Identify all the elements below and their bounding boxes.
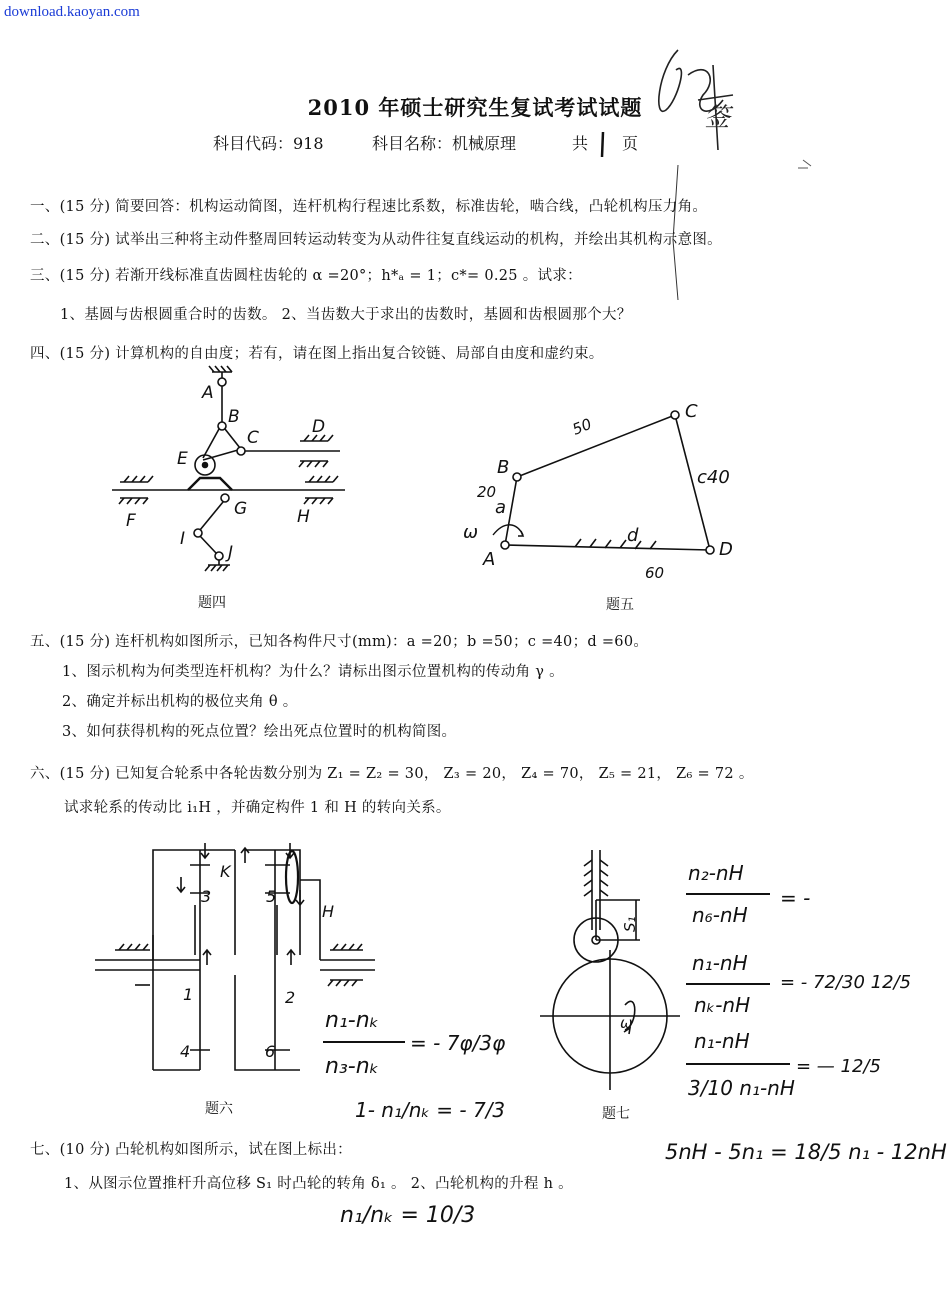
pages-label-b: 页 [622, 134, 639, 153]
question-5-1: 1、图示机构为何类型连杆机构？为什么？请标出图示位置机构的传动角 γ 。 [62, 664, 564, 680]
caption-fig4: 题四 [198, 595, 226, 611]
fig4-label-h: H [297, 507, 310, 527]
hw7-eq3-den: 3/10 n₁-nH [688, 1076, 795, 1100]
question-5-3: 3、如何获得机构的死点位置？绘出死点位置时的机构简图。 [62, 724, 457, 740]
fig5-val-b: 50 [569, 414, 595, 439]
question-6-sub: 试求轮系的传动比 i₁H ，并确定构件 1 和 H 的转向关系。 [64, 800, 451, 816]
hw6-eq2: 1- n₁/nₖ = - 7/3 [355, 1098, 506, 1122]
figure-5-linkage [455, 395, 755, 590]
fig4-label-b: B [228, 407, 240, 427]
fig5-len-d: d [627, 525, 639, 546]
fig5-omega: ω [463, 522, 479, 543]
fig5-val-d: 60 [645, 564, 665, 582]
figure-4-mechanism [100, 360, 360, 580]
fig4-label-j: J [228, 543, 234, 563]
fig4-label-f: F [126, 511, 136, 531]
hw7-eq1-den: n₆-nH [692, 903, 748, 927]
fig5-label-a: A [483, 549, 496, 570]
question-2: 二、(15 分) 试举出三种将主动件整周回转运动转变为从动件往复直线运动的机构，并绘出其机构示意图。 [30, 232, 722, 248]
fig6-label-k: K [220, 862, 231, 881]
fig5-label-c: C [685, 401, 698, 422]
fig6-label-h: H [322, 902, 335, 921]
subject-name: 科目名称：机械原理 [372, 134, 517, 153]
fig6-label-5: 5 [266, 887, 277, 906]
handwriting-fig7 [680, 850, 910, 1110]
fig6-label-4: 4 [180, 1042, 191, 1061]
fig4-label-d: D [312, 417, 326, 437]
hw7-eq2-rhs: = - 72/30 12/5 [780, 972, 912, 993]
signature-glyph: 签 [704, 103, 731, 133]
fig4-label-e: E [177, 449, 188, 469]
caption-fig7: 题七 [602, 1106, 630, 1122]
figure-7-cam [540, 840, 690, 1095]
question-7-sub: 1、从图示位置推杆升高位移 S₁ 时凸轮的转角 δ₁ 。 2、凸轮机构的升程 h 。 [64, 1176, 573, 1192]
fig6-label-1: 1 [183, 985, 194, 1004]
fig5-label-d: D [719, 539, 733, 560]
hw7-eq1-rhs: = - [780, 886, 811, 910]
fig6-label-3: 3 [201, 887, 212, 906]
question-4: 四、(15 分) 计算机构的自由度；若有，请在图上指出复合铰链、局部自由度和虚约束。 [30, 346, 604, 362]
question-3-sub: 1、基圆与齿根圆重合时的齿数。 2、当齿数大于求出的齿数时，基圆和齿根圆那个大？ [60, 307, 632, 323]
hw7-eq2-num: n₁-nH [692, 951, 748, 975]
page-count-mark [598, 130, 608, 160]
fig5-val-a: 20 [477, 483, 497, 501]
question-7: 七、(10 分) 凸轮机构如图所示，试在图上标出： [30, 1142, 352, 1158]
fig5-val-c: c40 [697, 467, 730, 488]
caption-fig5: 题五 [606, 597, 634, 613]
fig7-label-s1: S₁ [621, 916, 639, 932]
handwriting-eq-fig7-final: 5nH - 5n₁ = 18/5 n₁ - 12nH [665, 1140, 947, 1164]
question-6: 六、(15 分) 已知复合轮系中各轮齿数分别为 Z₁ = Z₂ = 30， Z₃ = 20， Z₄ = 70， Z₅ = 21， Z₆ = 72 。 [30, 766, 754, 782]
hw6-eq1-rhs: = - 7φ/3φ [410, 1031, 506, 1055]
fig4-label-c: C [247, 428, 259, 448]
hw6-eq1-num: n₁-nₖ [325, 1008, 380, 1033]
fig6-label-6: 6 [265, 1042, 276, 1061]
subject-code: 科目代码：918 [213, 134, 324, 153]
fig6-label-2: 2 [285, 988, 296, 1007]
handwriting-fig6 [315, 995, 515, 1125]
hw7-eq1-num: n₂-nH [688, 861, 744, 885]
fig5-label-b: B [497, 457, 510, 478]
handwriting-eq-q7: n₁/nₖ = 10/3 [340, 1203, 476, 1228]
question-3: 三、(15 分) 若渐开线标准直齿圆柱齿轮的 α =20°；h*ₐ = 1；c*= 0.25 。试求： [30, 268, 582, 284]
fig4-label-i: I [180, 529, 186, 549]
exam-title: 2010 年硕士研究生复试考试试题 [307, 95, 643, 120]
caption-fig6: 题六 [205, 1101, 233, 1117]
signature [648, 40, 768, 300]
hw7-eq3-num: n₁-nH [694, 1029, 750, 1053]
fig5-len-a: a [495, 497, 507, 518]
question-5-2: 2、确定并标出机构的极位夹角 θ 。 [62, 694, 298, 710]
fig4-label-g: G [234, 499, 248, 519]
pages-label-a: 共 [572, 134, 589, 153]
watermark: download.kaoyan.com [4, 4, 140, 20]
hw7-eq2-den: nₖ-nH [694, 993, 751, 1017]
hw7-eq3-rhs: = — 12/5 [796, 1056, 881, 1077]
hw6-eq1-den: n₃-nₖ [325, 1054, 380, 1079]
fig7-omega: ω [620, 1014, 633, 1032]
question-1: 一、(15 分) 简要回答：机构运动简图，连杆机构行程速比系数，标准齿轮，啮合线，凸轮机构压力角。 [30, 199, 708, 215]
question-5: 五、(15 分) 连杆机构如图所示，已知各构件尺寸(mm)：a =20；b =50；c =40；d =60。 [30, 634, 649, 650]
fig4-label-a: A [202, 383, 214, 403]
